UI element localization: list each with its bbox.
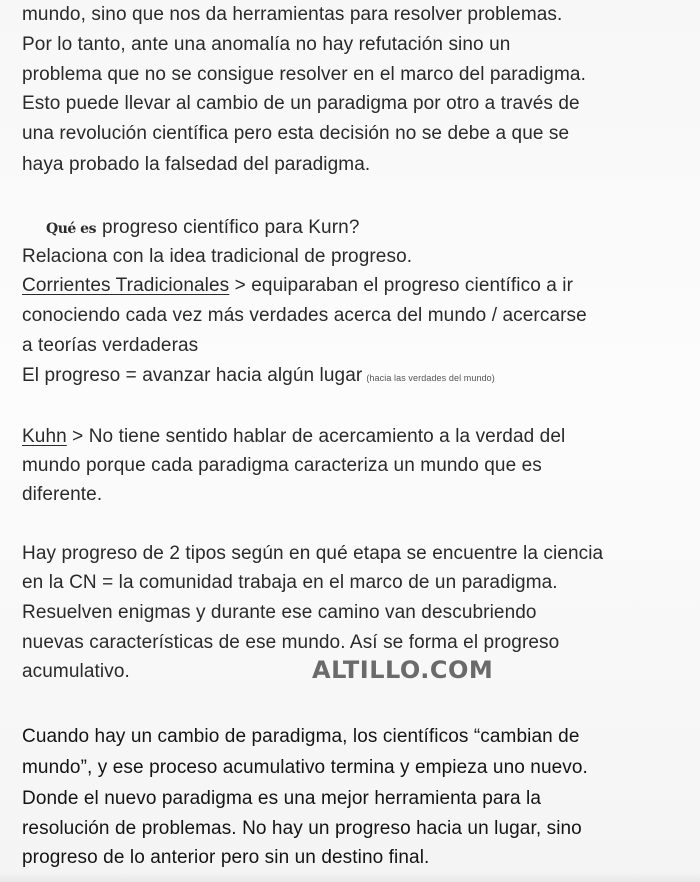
text-line: mundo porque cada paradigma caracteriza un mundo que es [22, 455, 542, 476]
watermark-text: ALTILLO.COM [312, 656, 494, 684]
text-line: acumulativo. [22, 661, 130, 682]
kuhn-label: Kuhn [22, 426, 67, 447]
traditional-line [22, 273, 573, 299]
text-line: Resuelven enigmas y durante ese camino van descubriendo [22, 602, 537, 623]
text-line: problema que no se consigue resolver en el marco del paradigma. [22, 64, 586, 85]
text-line: a teorías verdaderas [22, 335, 199, 356]
text-line: Esto puede llevar al cambio de un paradigma por otro a través de [22, 93, 580, 114]
text-line: progreso de lo anterior pero sin un destino final. [22, 847, 430, 868]
text-line: mundo, sino que nos da herramientas para resolver problemas. [22, 4, 563, 25]
text-line: haya probado la falsedad del paradigma. [22, 154, 371, 175]
text-line: Donde el nuevo paradigma es una mejor herramienta para la [22, 788, 542, 809]
handwritten-prefix: Qué es [46, 221, 96, 237]
text-line: una revolución científica pero esta decisión no se debe a que se [22, 123, 570, 144]
traditional-text: > equiparaban el progreso científico a ir [229, 275, 574, 296]
traditional-label: Corrientes Tradicionales [22, 275, 230, 296]
progress-definition: El progreso = avanzar hacia algún lugar [22, 365, 363, 386]
progress-line [22, 363, 495, 391]
text-line: Relaciona con la idea tradicional de progreso. [22, 246, 413, 267]
text-line: resolución de problemas. No hay un progreso hacia un lugar, sino [22, 818, 582, 839]
text-line: conociendo cada vez más verdades acerca del mundo / acercarse [22, 305, 587, 326]
text-line: diferente. [22, 484, 103, 505]
text-line: en la CN = la comunidad trabaja en el marco de un paradigma. [22, 572, 558, 593]
question-line [46, 215, 360, 242]
progress-note: (hacia las verdades del mundo) [366, 373, 495, 383]
kuhn-line [22, 424, 565, 450]
text-line: Por lo tanto, ante una anomalía no hay refutación sino un [22, 34, 511, 55]
text-line: Hay progreso de 2 tipos según en qué etapa se encuentre la ciencia [22, 543, 604, 564]
kuhn-text: > No tiene sentido hablar de acercamiento a la verdad del [66, 426, 566, 447]
question-text: progreso científico para Kurn? [101, 217, 360, 238]
text-line: nuevas características de ese mundo. Así se forma el progreso [22, 632, 560, 653]
page-edge-shadow [0, 872, 700, 882]
text-line: mundo”, y ese proceso acumulativo termina y empieza uno nuevo. [22, 757, 588, 778]
text-line: Cuando hay un cambio de paradigma, los científicos “cambian de [22, 726, 580, 747]
